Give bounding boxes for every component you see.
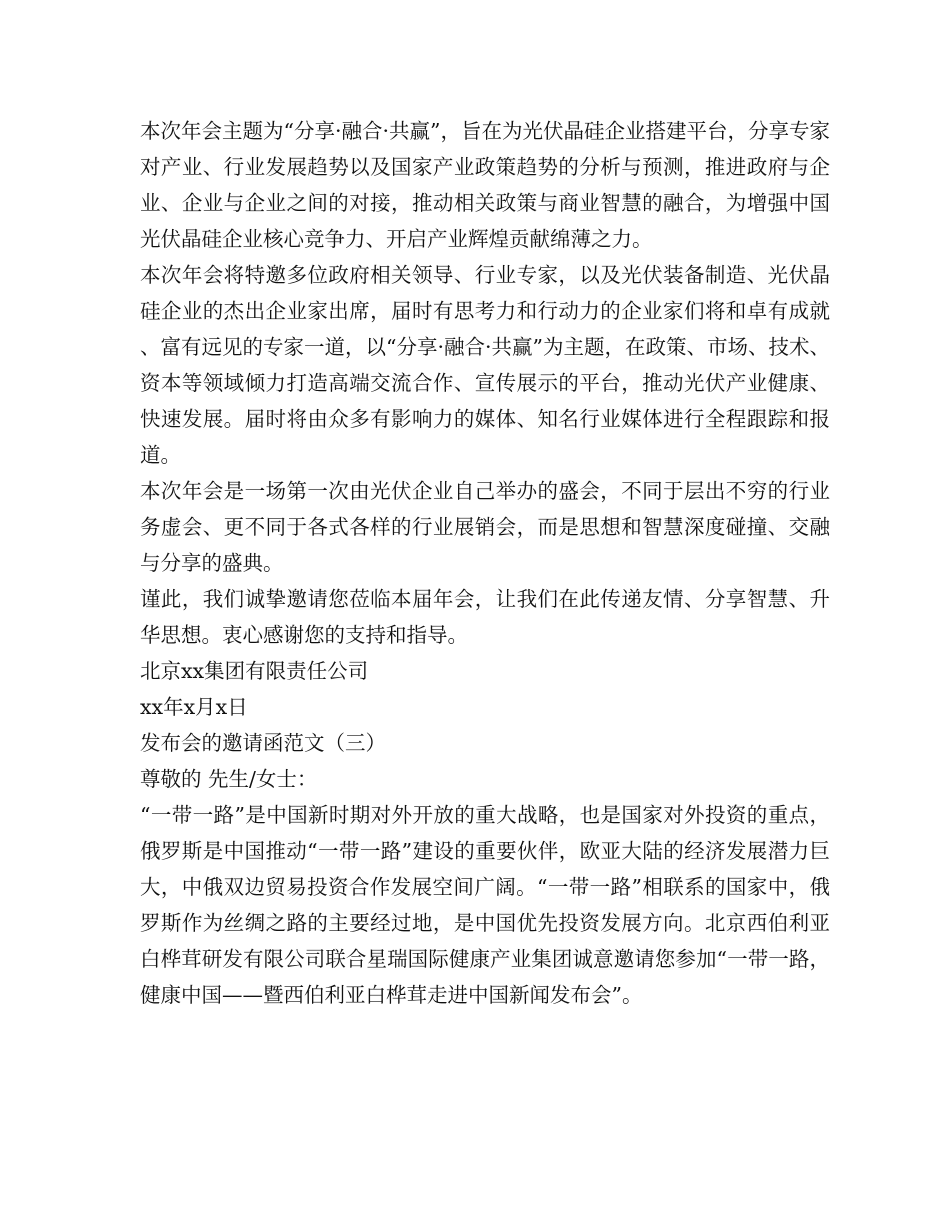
section-heading: 发布会的邀请函范文（三） (140, 731, 386, 755)
signature-date: xx年x月x日 (140, 695, 248, 719)
signature-company: 北京xx集团有限责任公司 (140, 659, 369, 683)
paragraph-belt-and-road: “一带一路”是中国新时期对外开放的重大战略，也是国家对外投资的重点，俄罗斯是中国推动“一带一路”建设的重要伙伴，欧亚大陆的经济发展潜力巨大，中俄双边贸易投资合作发展空间广阔。“一带一路”相联系的国家中，俄罗斯作为丝绸之路的主要经过地，是中国优先投资发展方向。北京西伯利亚白桦茸研发有限公司联合星瑞国际健康产业集团诚意邀请您参加“一带一路，健康中国——暨西伯利亚白桦茸走进中国新闻发布会”。 (140, 803, 830, 1007)
paragraph-event-nature: 本次年会是一场第一次由光伏企业自己举办的盛会，不同于层出不穷的行业务虚会、更不同于各式各样的行业展销会，而是思想和智慧深度碰撞、交融与分享的盛典。 (140, 479, 830, 575)
document-body (140, 113, 830, 1013)
paragraph-invited-guests: 本次年会将特邀多位政府相关领导、行业专家，以及光伏装备制造、光伏晶硅企业的杰出企业家出席，届时有思考力和行动力的企业家们将和卓有成就、富有远见的专家一道，以“分享·融合·共赢”为主题，在政策、市场、技术、资本等领域倾力打造高端交流合作、宣传展示的平台，推动光伏产业健康、快速发展。届时将由众多有影响力的媒体、知名行业媒体进行全程跟踪和报道。 (140, 263, 830, 467)
paragraph-invitation-closing: 谨此，我们诚挚邀请您莅临本届年会，让我们在此传递友情、分享智慧、升华思想。衷心感谢您的支持和指导。 (140, 587, 830, 647)
salutation: 尊敬的 先生/女士： (140, 767, 318, 791)
paragraph-annual-meeting-theme: 本次年会主题为“分享·融合·共赢”，旨在为光伏晶硅企业搭建平台，分享专家对产业、行业发展趋势以及国家产业政策趋势的分析与预测，推进政府与企业、企业与企业之间的对接，推动相关政策与商业智慧的融合，为增强中国光伏晶硅企业核心竞争力、开启产业辉煌贡献绵薄之力。 (140, 119, 830, 251)
